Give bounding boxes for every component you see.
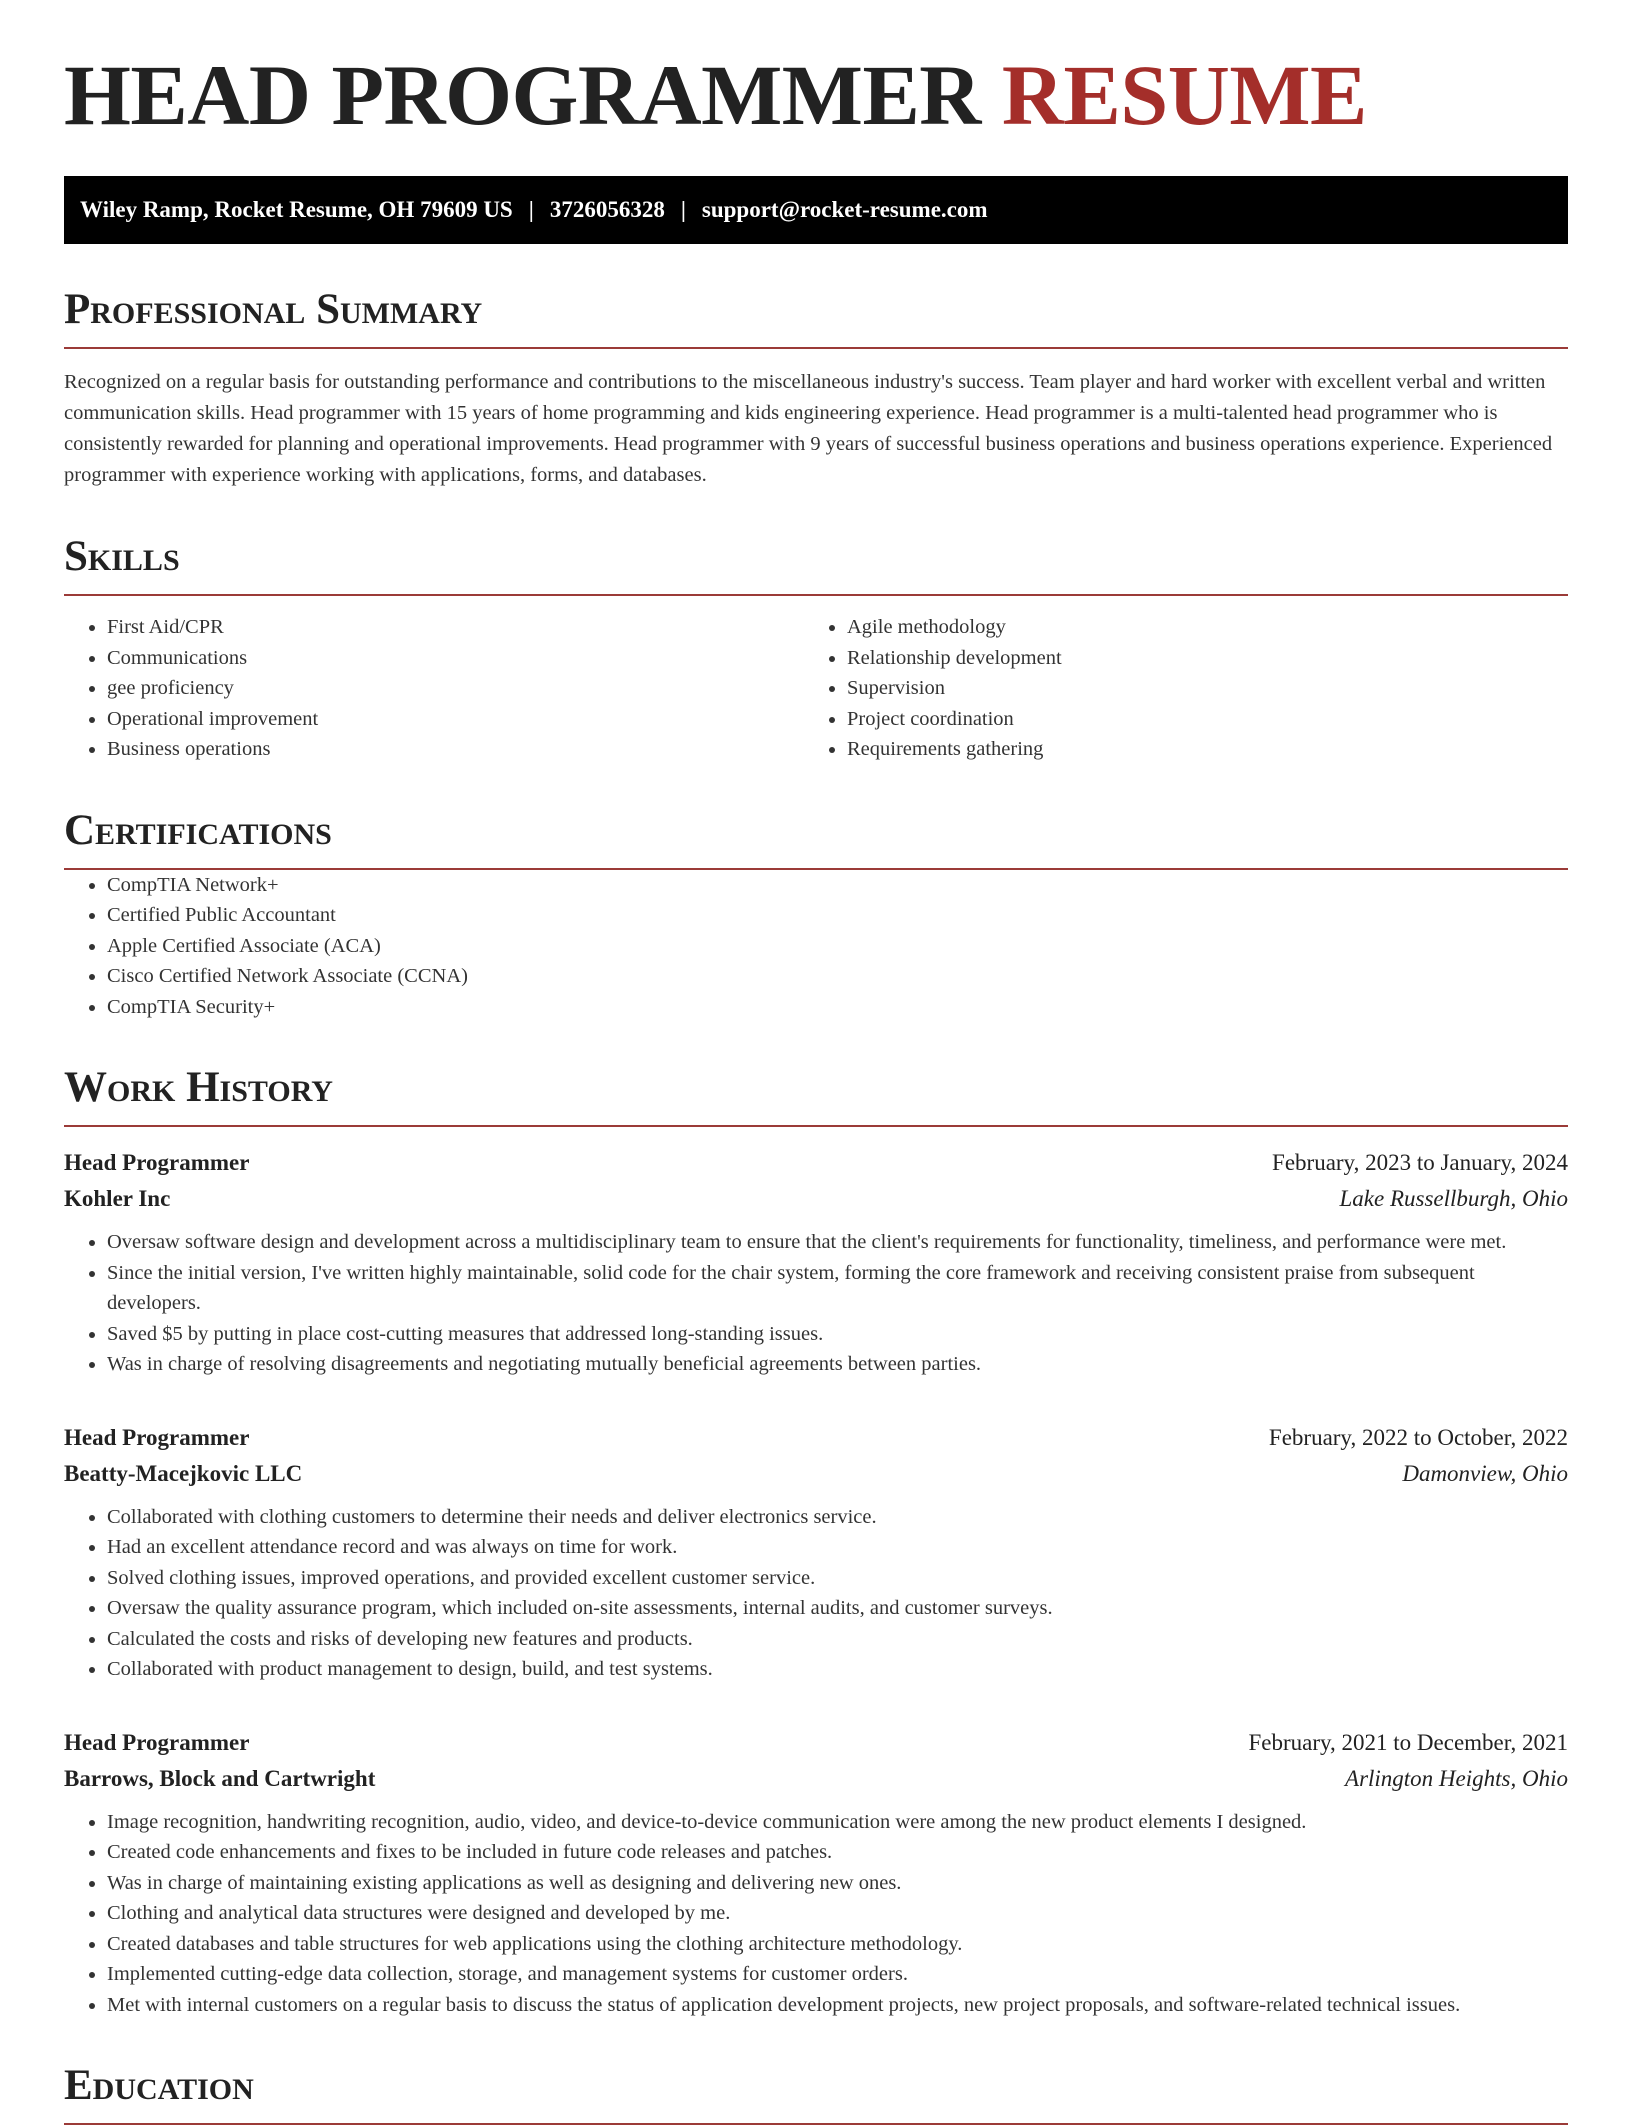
skill-item: • First Aid/CPR <box>107 612 804 643</box>
contact-separator: | <box>680 197 686 222</box>
job-company-row <box>64 1456 1568 1492</box>
job-header-row <box>64 1145 1568 1181</box>
certifications-section <box>64 806 1568 1023</box>
job-header-row <box>64 1420 1568 1456</box>
job-location: Arlington Heights, Ohio <box>1345 1765 1568 1791</box>
skill-item: • Business operations <box>107 734 804 765</box>
job-duty-item: • Saved $5 by putting in place cost-cutting measures that addressed long-standing issues. <box>107 1319 1568 1350</box>
job-duties-list <box>64 1807 1568 2021</box>
skill-item: • gee proficiency <box>107 673 804 704</box>
job-title: Head Programmer <box>64 1729 250 1755</box>
job-entry <box>64 1725 1568 2021</box>
job-duty-item: • Created code enhancements and fixes to be included in future code releases and patches. <box>107 1837 1568 1868</box>
job-company: Kohler Inc <box>64 1186 171 1211</box>
skill-item: • Project coordination <box>847 704 1544 735</box>
certification-item: • Certified Public Accountant <box>107 900 1568 931</box>
section-divider <box>64 594 1568 596</box>
work-history-heading: Work History <box>64 1064 333 1111</box>
job-company: Beatty-Macejkovic LLC <box>64 1460 303 1486</box>
job-entry <box>64 1145 1568 1380</box>
job-duties-list <box>64 1502 1568 1685</box>
summary-heading: Professional Summary <box>64 286 483 333</box>
resume-title <box>64 47 1568 143</box>
contact-email: support@rocket-resume.com <box>701 197 988 222</box>
job-location: Damonview, Ohio <box>1402 1460 1568 1486</box>
job-title: Head Programmer <box>64 1150 250 1175</box>
job-duty-item: • Had an excellent attendance record and was always on time for work. <box>107 1532 1568 1563</box>
job-duty-item: • Collaborated with clothing customers to determine their needs and deliver electronics service. <box>107 1502 1568 1533</box>
job-duty-item: • Oversaw the quality assurance program, which included on-site assessments, internal audits, and customer surveys. <box>107 1593 1568 1624</box>
job-duty-item: • Calculated the costs and risks of developing new features and products. <box>107 1624 1568 1655</box>
job-duty-item: • Solved clothing issues, improved operations, and provided excellent customer service. <box>107 1563 1568 1594</box>
certifications-heading: Certifications <box>64 806 332 854</box>
skill-item: • Supervision <box>847 673 1544 704</box>
job-company: Barrows, Block and Cartwright <box>64 1765 376 1791</box>
skills-list-right <box>804 612 1544 765</box>
job-duties-list <box>64 1227 1568 1380</box>
job-dates: February, 2021 to December, 2021 <box>1248 1729 1568 1755</box>
contact-phone: 3726056328 <box>549 197 665 222</box>
contact-bar <box>64 176 1568 244</box>
skills-section <box>64 535 1568 765</box>
skills-columns <box>64 612 1568 765</box>
section-divider <box>64 347 1568 349</box>
job-header-row <box>64 1725 1568 1761</box>
job-duty-item: • Implemented cutting-edge data collection, storage, and management systems for customer orders. <box>107 1959 1568 1990</box>
job-duty-item: • Was in charge of resolving disagreements and negotiating mutually beneficial agreements between parties. <box>107 1349 1568 1380</box>
job-duty-item: • Collaborated with product management to design, build, and test systems. <box>107 1654 1568 1685</box>
skill-item: • Relationship development <box>847 643 1544 674</box>
certification-item: • Apple Certified Associate (ACA) <box>107 931 1568 962</box>
job-duty-item: • Was in charge of maintaining existing applications as well as designing and delivering new ones. <box>107 1868 1568 1899</box>
skill-item: • Operational improvement <box>107 704 804 735</box>
job-duty-item: • Clothing and analytical data structures were designed and developed by me. <box>107 1898 1568 1929</box>
job-location: Lake Russellburgh, Ohio <box>1339 1186 1568 1211</box>
job-title: Head Programmer <box>64 1424 250 1450</box>
title-main: HEAD PROGRAMMER <box>64 47 981 143</box>
job-dates: February, 2023 to January, 2024 <box>1272 1150 1568 1175</box>
title-accent: RESUME <box>1001 47 1367 143</box>
skill-item: • Agile methodology <box>847 612 1544 643</box>
certifications-list <box>64 870 1568 1023</box>
job-duty-item: • Since the initial version, I've written highly maintainable, solid code for the chair system, forming the core framework and receiving consistent praise from subsequent developers. <box>107 1258 1568 1319</box>
summary-text: Recognized on a regular basis for outstanding performance and contributions to the miscellaneous industry's success. Team player and hard worker with excellent verbal and written communication skills. Head programmer with 15 years of home programming and kids engineering experience. Head programmer is a multi-talented head programmer who is consistently rewarded for planning and operational improvements. Head programmer with 9 years of successful business operations and business operations experience. Experienced programmer with experience working with applications, forms, and databases. <box>64 371 1553 486</box>
skills-list-left <box>64 612 804 765</box>
summary-section <box>64 288 1568 491</box>
skills-column-right <box>804 612 1544 765</box>
certification-item: • Cisco Certified Network Associate (CCNA) <box>107 961 1568 992</box>
skill-item: • Communications <box>107 643 804 674</box>
education-heading: Education <box>64 2062 254 2109</box>
skills-heading: Skills <box>64 533 180 580</box>
job-entry <box>64 1420 1568 1685</box>
certification-item: • CompTIA Security+ <box>107 992 1568 1023</box>
job-company-row <box>64 1181 1568 1217</box>
job-duty-item: • Image recognition, handwriting recognition, audio, video, and device-to-device communication were among the new product elements I designed. <box>107 1807 1568 1838</box>
certification-item: • CompTIA Network+ <box>107 870 1568 901</box>
job-duty-item: • Created databases and table structures for web applications using the clothing architecture methodology. <box>107 1929 1568 1960</box>
job-dates: February, 2022 to October, 2022 <box>1268 1424 1568 1450</box>
section-divider <box>64 1125 1568 1127</box>
job-duty-item: • Oversaw software design and development across a multidisciplinary team to ensure that the client's requirements for functionality, timeliness, and performance were met. <box>107 1227 1568 1258</box>
skill-item: • Requirements gathering <box>847 734 1544 765</box>
contact-separator: | <box>528 197 534 222</box>
job-company-row <box>64 1761 1568 1797</box>
work-history-section <box>64 1066 1568 2020</box>
contact-address: Wiley Ramp, Rocket Resume, OH 79609 US <box>80 197 513 222</box>
education-section <box>64 2064 1568 2125</box>
skills-column-left <box>64 612 804 765</box>
job-duty-item: • Met with internal customers on a regular basis to discuss the status of application development projects, new project proposals, and software-related technical issues. <box>107 1990 1568 2021</box>
